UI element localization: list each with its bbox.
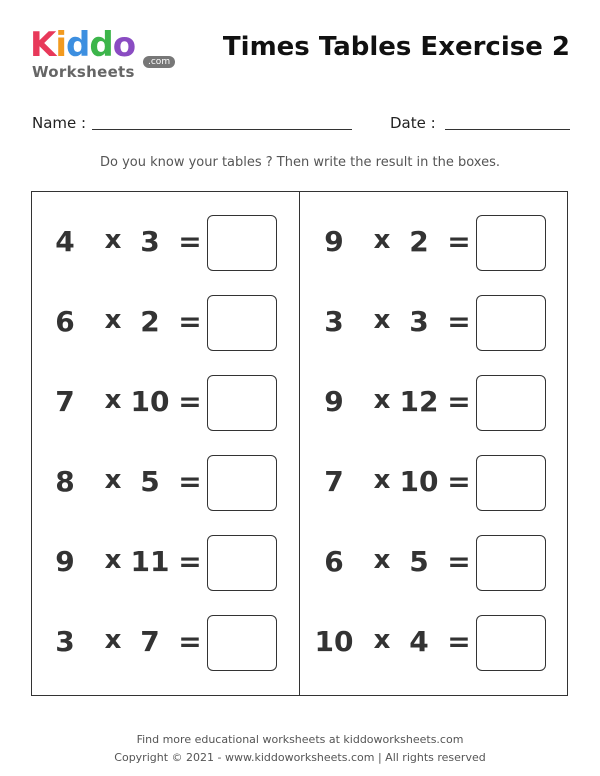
name-label: Name : — [32, 114, 87, 132]
equals-sign: = — [447, 625, 471, 658]
equals-sign: = — [178, 545, 202, 578]
answer-box[interactable] — [476, 535, 546, 591]
multiplier: 10 — [130, 385, 170, 418]
multiplier: 2 — [140, 305, 160, 338]
multiplier: 3 — [409, 305, 429, 338]
equals-sign: = — [447, 305, 471, 338]
multiplicand: 9 — [324, 225, 344, 258]
times-sign: x — [373, 545, 391, 575]
times-sign: x — [104, 625, 122, 655]
answer-box[interactable] — [476, 615, 546, 671]
instructions: Do you know your tables ? Then write the result in the boxes. — [99, 155, 501, 170]
multiplicand: 7 — [55, 385, 75, 418]
multiplier: 7 — [140, 625, 160, 658]
multiplicand: 7 — [324, 465, 344, 498]
problem-row — [45, 215, 305, 271]
problem-row — [45, 455, 305, 511]
problem-row — [45, 615, 305, 671]
multiplicand: 9 — [55, 545, 75, 578]
answer-box[interactable] — [476, 215, 546, 271]
problem-row — [314, 375, 574, 431]
multiplicand: 10 — [314, 625, 354, 658]
multiplicand: 6 — [324, 545, 344, 578]
equals-sign: = — [178, 625, 202, 658]
equals-sign: = — [447, 545, 471, 578]
multiplier: 10 — [399, 465, 439, 498]
problem-row — [314, 215, 574, 271]
times-sign: x — [104, 465, 122, 495]
answer-box[interactable] — [476, 455, 546, 511]
equals-sign: = — [447, 225, 471, 258]
equals-sign: = — [178, 225, 202, 258]
logo-text: Kiddo — [30, 25, 136, 65]
problem-row — [45, 375, 305, 431]
equals-sign: = — [447, 465, 471, 498]
footer-line1: Find more educational worksheets at kiddoworksheets.com — [136, 733, 464, 746]
multiplicand: 6 — [55, 305, 75, 338]
name-field[interactable] — [92, 129, 352, 130]
problem-row — [45, 535, 305, 591]
multiplier: 2 — [409, 225, 429, 258]
multiplicand: 3 — [324, 305, 344, 338]
date-field[interactable] — [445, 129, 570, 130]
times-sign: x — [104, 545, 122, 575]
answer-box[interactable] — [207, 455, 277, 511]
multiplicand: 8 — [55, 465, 75, 498]
equals-sign: = — [447, 385, 471, 418]
answer-box[interactable] — [207, 615, 277, 671]
times-sign: x — [373, 385, 391, 415]
answer-box[interactable] — [476, 375, 546, 431]
times-sign: x — [104, 305, 122, 335]
multiplier: 11 — [130, 545, 170, 578]
times-sign: x — [373, 465, 391, 495]
answer-box[interactable] — [207, 375, 277, 431]
multiplier: 4 — [409, 625, 429, 658]
equals-sign: = — [178, 385, 202, 418]
footer-line2: Copyright © 2021 - www.kiddoworksheets.com | All rights reserved — [114, 751, 486, 764]
multiplier: 12 — [399, 385, 439, 418]
logo-badge: .com — [143, 56, 175, 68]
problem-row — [45, 295, 305, 351]
times-sign: x — [373, 225, 391, 255]
page-title: Times Tables Exercise 2 — [222, 32, 570, 62]
answer-box[interactable] — [207, 535, 277, 591]
answer-box[interactable] — [207, 295, 277, 351]
answer-box[interactable] — [476, 295, 546, 351]
equals-sign: = — [178, 465, 202, 498]
equals-sign: = — [178, 305, 202, 338]
logo-subtext: Worksheets — [32, 63, 135, 81]
multiplicand: 9 — [324, 385, 344, 418]
answer-box[interactable] — [207, 215, 277, 271]
problem-row — [314, 295, 574, 351]
multiplier: 3 — [140, 225, 160, 258]
times-sign: x — [104, 385, 122, 415]
multiplicand: 3 — [55, 625, 75, 658]
logo — [30, 25, 171, 84]
date-label: Date : — [390, 114, 436, 132]
problem-row — [314, 615, 574, 671]
times-sign: x — [373, 305, 391, 335]
times-sign: x — [373, 625, 391, 655]
times-sign: x — [104, 225, 122, 255]
problem-row — [314, 455, 574, 511]
multiplier: 5 — [409, 545, 429, 578]
problem-row — [314, 535, 574, 591]
multiplicand: 4 — [55, 225, 75, 258]
multiplier: 5 — [140, 465, 160, 498]
